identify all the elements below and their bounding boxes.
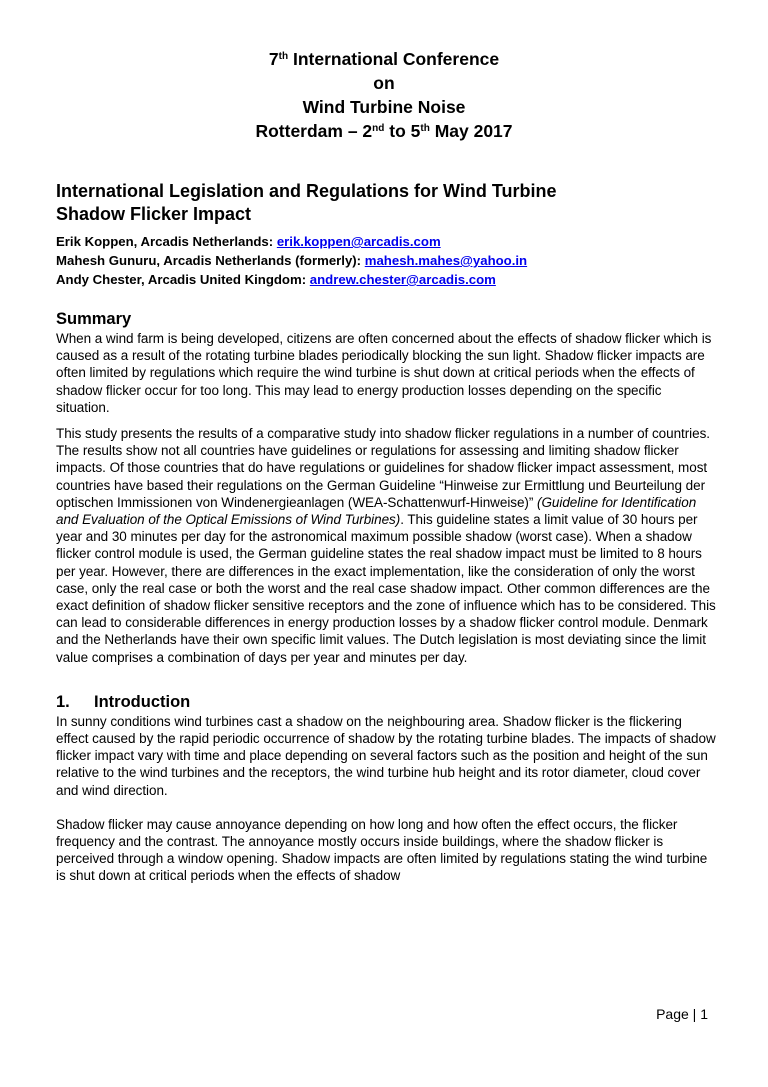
conference-edition: 7th International Conference bbox=[268, 49, 500, 69]
introduction-heading: 1. Introduction bbox=[56, 692, 191, 711]
paper-body bbox=[56, 180, 716, 885]
conference-date: Rotterdam – 2nd to 5th May 2017 bbox=[255, 121, 513, 141]
author-line: Andy Chester, Arcadis United Kingdom: andrew.chester@arcadis.com bbox=[56, 272, 496, 287]
author-list bbox=[56, 232, 716, 289]
introduction-paragraph-2: Shadow flicker may cause annoyance depending on how long and how often the effect occurs, the flicker frequency and the contrast. The annoyance mostly occurs inside buildings, where the shadow flicker is perceived through a window opening. Shadow impacts are often limited by regulations stating the wind turbine is shut down at critical periods when the effects of shadow bbox=[56, 816, 708, 884]
summary-paragraph-1: When a wind farm is being developed, citizens are often concerned about the effects of shadow flicker which is caused as a result of the rotating turbine blades periodically blocking the sun light. Shadow flicker impacts are often limited by regulations which require the wind turbine is shut down at critical periods when the effects of shadow flicker occur for too long. This may lead to energy production losses depending on the specific situation. bbox=[56, 331, 712, 415]
conference-on: on bbox=[373, 73, 395, 93]
introduction-paragraph-1: In sunny conditions wind turbines cast a shadow on the neighbouring area. Shadow flicker is the flickering effect caused by the rapid periodic occurrence of shadow by the rotating turbine blades. The impacts of shadow flicker impact vary with time and place depending on several factors such as the position and height of the sun relative to the wind turbines and the receptors, the wind turbine hub height and its rotor diameter, cloud cover and wind direction. bbox=[56, 713, 716, 798]
conference-header bbox=[0, 47, 768, 143]
author-email-link[interactable]: andrew.chester@arcadis.com bbox=[309, 272, 496, 287]
summary-heading: Summary bbox=[56, 310, 132, 328]
author-email-link[interactable]: mahesh.mahes@yahoo.in bbox=[364, 253, 528, 268]
author-line: Mahesh Gunuru, Arcadis Netherlands (formerly): mahesh.mahes@yahoo.in bbox=[56, 253, 528, 268]
paper-title: International Legislation and Regulations for Wind Turbine Shadow Flicker Impact bbox=[56, 181, 557, 224]
conference-topic: Wind Turbine Noise bbox=[302, 97, 466, 117]
summary-paragraph-2: This study presents the results of a comparative study into shadow flicker regulations in a number of countries. The results show not all countries have guidelines or regulations for assessing and limiting shadow flicker impacts. Of those countries that do have regulations or guidelines for shadow flicker impact assessment, most countries have based their regulations on the German Guideline “Hinweise zur Ermittlung und Beurteilung der optischen Immissionen von Windenergieanlagen (WEA-Schattenwurf-Hinweise)” (Guideline for Identification and Evaluation of the Optical Emissions of Wind Turbines). This guideline states a limit value of 30 hours per year and 30 minutes per day for the astronomical maximum possible shadow (worst case). When a shadow flicker control module is used, the German guideline states the real shadow impact must be limited to 8 hours per year. However, there are differences in the exact implementation, like the consideration of only the worst case, only the real case or both the worst and the real case shadow impact. Other common differences are the exact definition of shadow flicker sensitive receptors and the zone of influence which has to be considered. This can lead to considerable differences in energy production losses by a shadow flicker control module. Denmark and the Netherlands have their own specific limit values. The Dutch legislation is most deviating since the limit value comprises a combination of days per year and minutes per day. bbox=[56, 426, 716, 665]
page-number: Page | 1 bbox=[656, 1006, 708, 1022]
author-line: Erik Koppen, Arcadis Netherlands: erik.koppen@arcadis.com bbox=[56, 234, 441, 249]
author-email-link[interactable]: erik.koppen@arcadis.com bbox=[276, 234, 441, 249]
